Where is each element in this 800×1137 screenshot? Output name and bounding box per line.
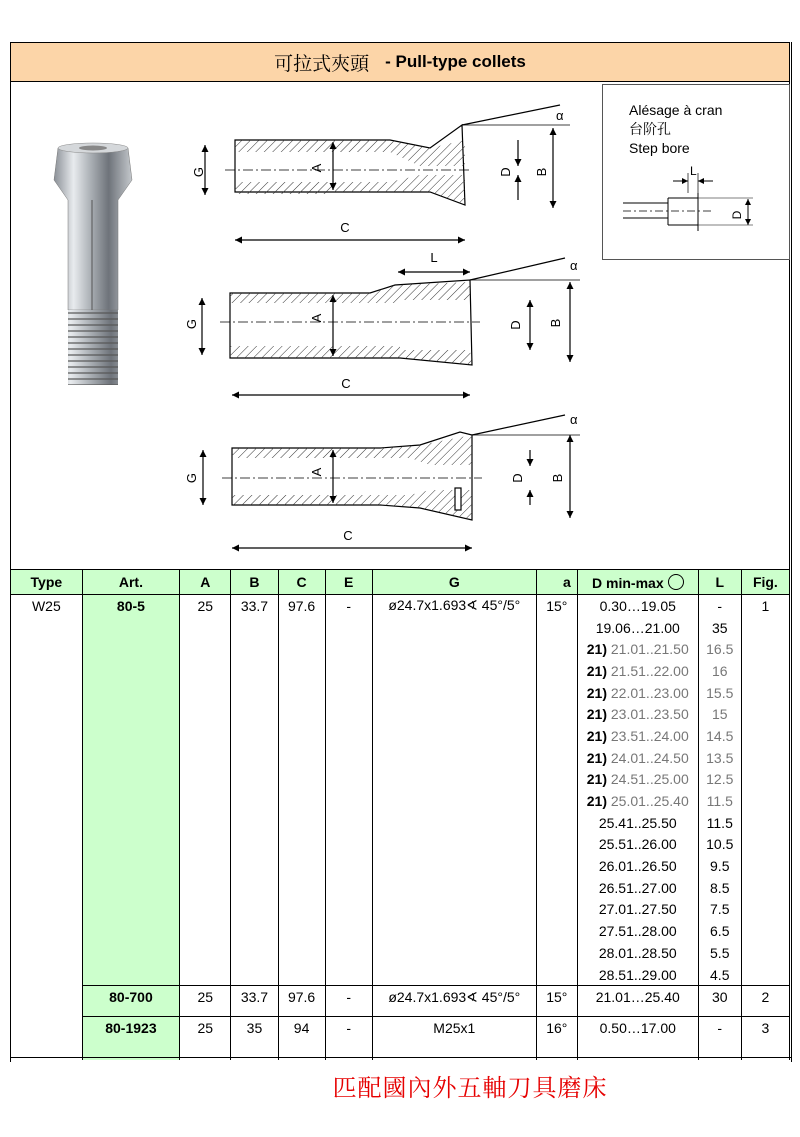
step-rows [11,638,790,812]
fig3-label-g: G [184,472,199,484]
cell-l: 16.5 [698,638,741,660]
fig2-label-g: G [184,318,199,330]
cell-d: 25.41..25.50 [577,812,698,834]
cell-l: 8.5 [698,877,741,899]
cell-d: 28.51..29.00 [577,964,698,986]
fig1-label-g: G [191,166,206,178]
cell-a: 25 [180,595,231,617]
cell-art: 80-5 [82,595,179,617]
fig2-label-l: L [430,250,438,265]
header-c: C [278,570,325,595]
fig2-label-alpha: α [570,258,578,273]
cell-fig: 2 [741,986,789,1008]
cell-l: 11.5 [698,790,741,812]
cell-d-value: 22.01..23.00 [610,684,689,701]
table-row [11,660,790,682]
cell-d [577,682,698,704]
step-bore-label-fr: Alésage à cran [629,102,723,118]
cell-l: 35 [698,617,741,639]
cell-b: 35 [231,1017,278,1039]
cell-g: M25x1 [372,1017,536,1039]
cell-b: 33.7 [231,986,278,1008]
cell-d [577,703,698,725]
table-row [11,638,790,660]
header-g: G [372,570,536,595]
table-row [11,617,790,639]
cell-a: 25 [180,1017,231,1039]
footnote-marker: 21) [586,662,607,679]
cell-d: 21.01…25.40 [577,986,698,1008]
header-a: A [180,570,231,595]
table-row [11,725,790,747]
cell-alpha: 16° [536,1017,577,1039]
cell-type: W25 [11,595,83,617]
cell-d-value: 21.01..21.50 [610,641,689,658]
table-row [11,812,790,834]
circle-icon [668,574,684,590]
fig3-label-c: C [343,528,353,543]
footer-caption: 匹配國內外五軸刀具磨床 [332,1074,608,1102]
cell-fig: 1 [741,595,789,617]
cell-l: 5.5 [698,942,741,964]
cell-g: ø24.7x1.693∢ 45°/5° [372,595,536,617]
fig3-label-a: A [309,467,324,477]
fig3-label-d: D [510,473,525,483]
cell-d-value: 24.01..24.50 [610,749,689,766]
header-d-label: D min-max [592,574,664,591]
header-l: L [698,570,741,595]
header-alpha: a [536,570,577,595]
fig2-label-d: D [508,320,523,330]
cell-l: - [698,595,741,617]
table-row [11,747,790,769]
table-header [11,570,790,595]
figure-2 [202,258,580,395]
cell-l: 15.5 [698,682,741,704]
header-art: Art. [82,570,179,595]
title-zh: 可拉式夾頭 [274,52,370,75]
cell-d: 26.51..27.00 [577,877,698,899]
plain-rows [11,812,790,986]
table-row [11,1017,790,1039]
table-row [11,595,790,617]
cell-d-value: 25.01..25.40 [610,793,689,810]
footnote-marker: 21) [586,641,607,658]
cell-d: 0.50…17.00 [577,1017,698,1039]
cell-a: 25 [180,986,231,1008]
cell-c: 94 [278,1017,325,1039]
cell-l: 7.5 [698,899,741,921]
cell-e: - [325,595,372,617]
table-row-spacer [11,1008,790,1017]
table-row [11,682,790,704]
cell-l: - [698,1017,741,1039]
cell-d: 25.51..26.00 [577,834,698,856]
header-d [577,570,698,595]
table-row [11,703,790,725]
cell-l: 15 [698,703,741,725]
table-row [11,769,790,791]
footnote-marker: 21) [586,727,607,744]
cell-d-value: 23.51..24.00 [610,727,689,744]
footnote-marker: 21) [586,771,607,788]
cell-l: 9.5 [698,855,741,877]
fig3-label-b: B [550,473,565,483]
cell-c: 97.6 [278,986,325,1008]
footnote-marker: 21) [586,706,607,723]
table-row [11,877,790,899]
header-e: E [325,570,372,595]
cell-d [577,769,698,791]
header-fig: Fig. [741,570,789,595]
table-bottom-border [10,1057,791,1058]
table-row [11,942,790,964]
fig2-label-b: B [548,318,563,328]
cell-art: 80-700 [82,986,179,1008]
cell-b: 33.7 [231,595,278,617]
cell-c: 97.6 [278,595,325,617]
cell-alpha: 15° [536,986,577,1008]
cell-d [577,660,698,682]
cell-g: ø24.7x1.693∢ 45°/5° [372,986,536,1008]
cell-d [577,747,698,769]
cell-d: 28.01..28.50 [577,942,698,964]
table-row [11,790,790,812]
cell-d [577,790,698,812]
cell-art: 80-1923 [82,1017,179,1039]
cell-d-value: 21.51..22.00 [610,662,689,679]
cell-d: 0.30…19.05 [577,595,698,617]
cell-d [577,725,698,747]
fig1-label-b: B [534,167,549,177]
header-b: B [231,570,278,595]
cell-l: 6.5 [698,920,741,942]
cell-e: - [325,986,372,1008]
step-bore-diagram [603,163,789,253]
cell-d: 27.01..27.50 [577,899,698,921]
step-bore-label-d: D [730,210,744,220]
cell-l: 4.5 [698,964,741,986]
table-row [11,964,790,986]
step-bore-panel [602,84,790,260]
footnote-marker: 21) [586,793,607,810]
cell-fig: 3 [741,1017,789,1039]
footnote-marker: 21) [586,684,607,701]
footnote-marker: 21) [586,749,607,766]
fig1-label-d: D [498,167,513,177]
table-row [11,986,790,1008]
table-row [11,855,790,877]
cell-d: 19.06…21.00 [577,617,698,639]
table-row [11,899,790,921]
fig2-label-a: A [309,313,324,323]
fig3-label-alpha: α [570,412,578,427]
cell-alpha: 15° [536,595,577,617]
cell-d: 26.01..26.50 [577,855,698,877]
cell-d: 27.51..28.00 [577,920,698,942]
cell-l: 10.5 [698,834,741,856]
cell-d-value: 24.51..25.00 [610,771,689,788]
header-type: Type [11,570,83,595]
title-en: - Pull-type collets [385,52,526,71]
step-bore-label-zh: 台阶孔 [629,121,671,137]
fig1-label-alpha: α [556,108,564,123]
cell-l: 12.5 [698,769,741,791]
cell-d [577,638,698,660]
cell-d-value: 23.01..23.50 [610,706,689,723]
spec-table [10,569,790,1060]
fig2-label-c: C [341,376,351,391]
cell-l: 11.5 [698,812,741,834]
cell-e: - [325,1017,372,1039]
table-row [11,834,790,856]
figure-1 [205,105,570,240]
fig1-label-c: C [340,220,350,235]
table-row [11,920,790,942]
cell-l: 14.5 [698,725,741,747]
cell-l: 16 [698,660,741,682]
step-bore-label-en: Step bore [629,140,690,156]
fig1-label-a: A [309,163,324,173]
cell-l: 30 [698,986,741,1008]
cell-l: 13.5 [698,747,741,769]
step-bore-label-l: L [690,164,697,178]
